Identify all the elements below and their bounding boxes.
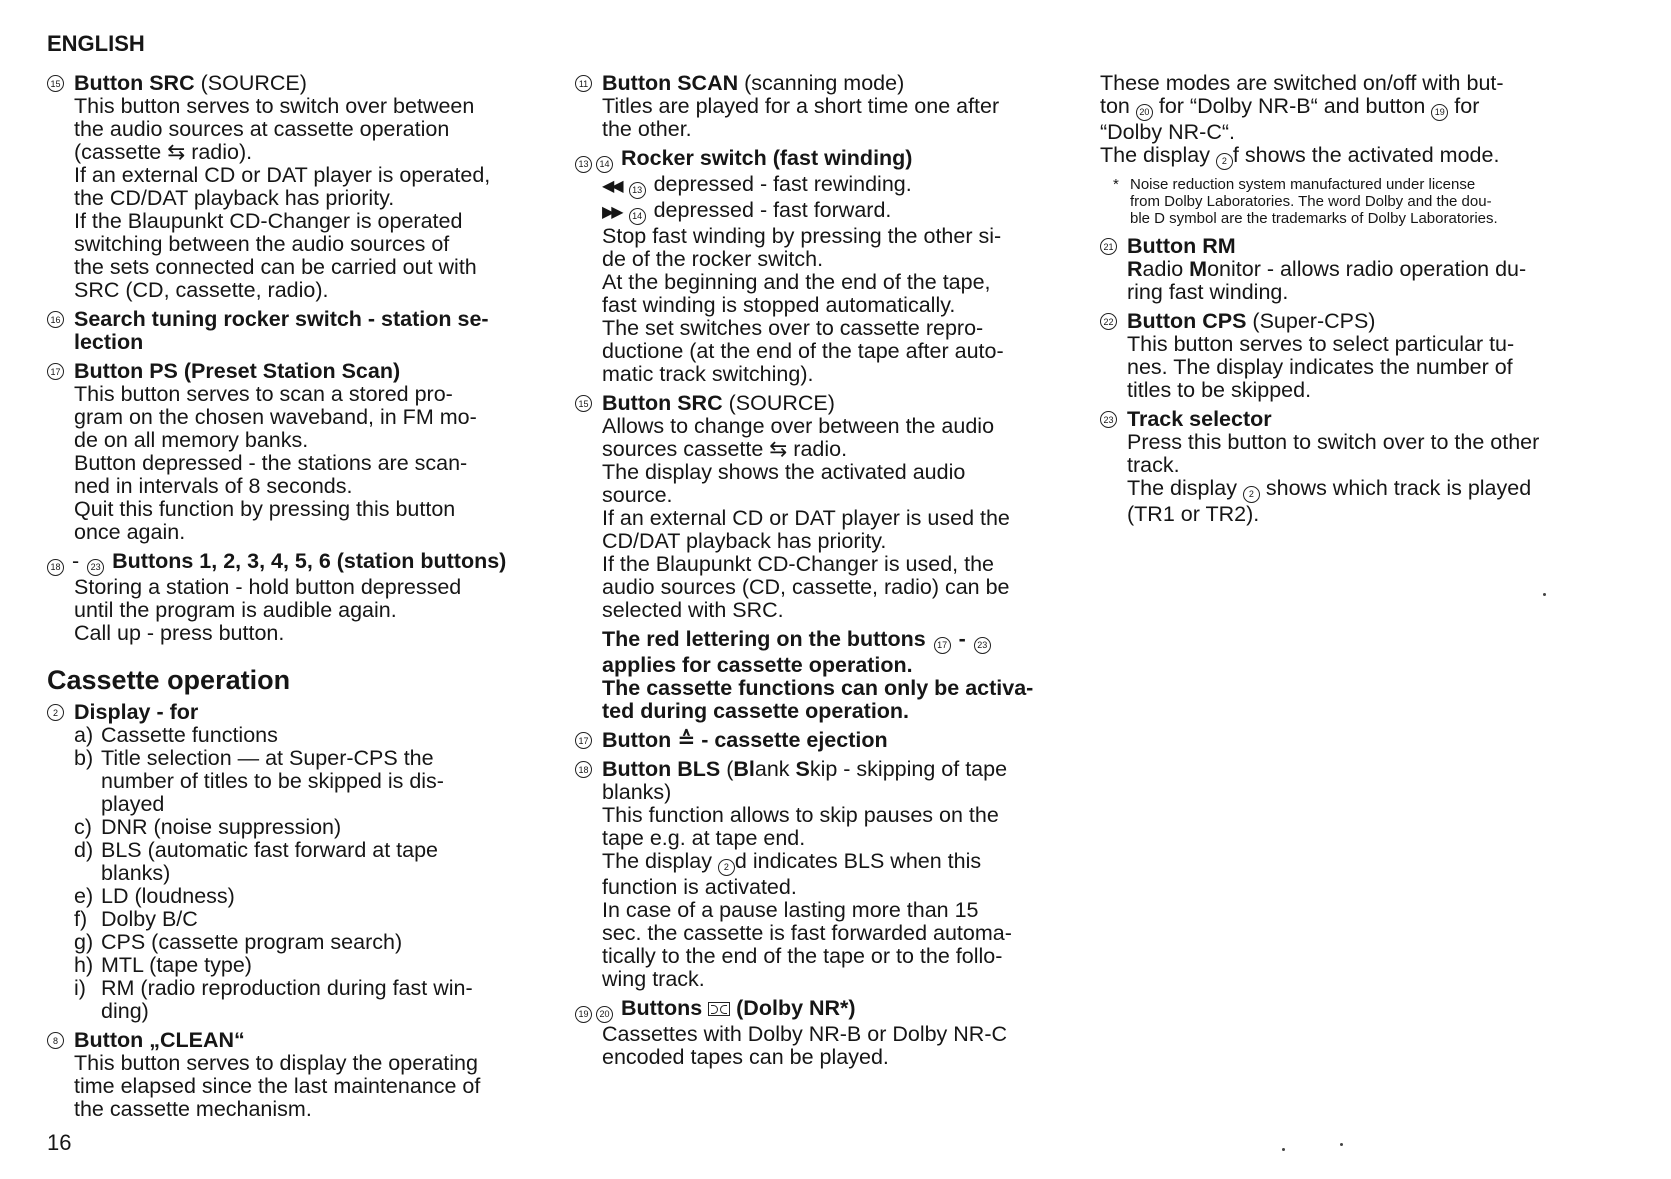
text-line: Cassettes with Dolby NR-B or Dolby NR-C: [602, 1022, 1008, 1046]
fast-forward-icon: ▶▶: [602, 204, 621, 221]
text-line: (cassette ⇆ radio).: [74, 140, 253, 164]
list-text: played: [101, 792, 165, 816]
list-item: [47, 977, 537, 1023]
item-title: Display - for: [74, 700, 199, 724]
text-line: ton 20 for “Dolby NR-B“ and button 19 for: [1100, 95, 1600, 121]
item-button-src: [47, 72, 537, 302]
text-line: from Dolby Laboratories. The word Dolby and the dou-: [1130, 193, 1492, 210]
item-body: [575, 173, 1070, 386]
callout-number: 14: [629, 208, 646, 225]
list-item: [47, 908, 537, 931]
callout-number: 13: [629, 182, 646, 199]
text-line: At the beginning and the end of the tape,: [602, 270, 991, 294]
list-text: ding): [101, 999, 149, 1023]
text-line: source.: [602, 483, 673, 507]
text-line: Stop fast winding by pressing the other si-: [602, 224, 1002, 248]
list-item: [47, 839, 537, 885]
red-lettering-note: [575, 628, 1070, 723]
item-body: [47, 1052, 537, 1121]
footnote-asterisk: *: [1113, 176, 1119, 193]
text-line: the audio sources at cassette operation: [74, 117, 450, 141]
item-body: [47, 383, 537, 544]
forward-line: [602, 199, 1070, 225]
text-line: audio sources (CD, cassette, radio) can be: [602, 575, 1010, 599]
list-text: RM (radio reproduction during fast win-: [101, 976, 473, 1000]
item-display: [47, 701, 537, 1023]
list-letter: h): [74, 953, 94, 977]
callout-number: 8: [47, 1032, 64, 1049]
item-eject-button: [575, 729, 1070, 752]
list-text: DNR (noise suppression): [101, 815, 342, 839]
scan-speck: [1282, 1148, 1285, 1151]
text-line: This function allows to skip pauses on the: [602, 803, 999, 827]
item-title-cont: lection: [74, 330, 144, 354]
text-line: This button serves to display the operating: [74, 1051, 478, 1075]
rewind-line: [602, 173, 1070, 199]
callout-number: 21: [1100, 238, 1117, 255]
item-title-rest: (SOURCE): [722, 391, 835, 415]
callout-number: 2: [718, 859, 735, 876]
callout-number: 23: [974, 637, 991, 654]
text-line: Noise reduction system manufactured under license: [1130, 176, 1476, 193]
text-line: SRC (CD, cassette, radio).: [74, 278, 329, 302]
text-line: The display shows the activated audio: [602, 460, 966, 484]
list-item: [47, 724, 537, 747]
item-title: Buttons 1, 2, 3, 4, 5, 6 (station buttons): [112, 549, 507, 573]
callout-number: 20: [1136, 104, 1153, 121]
item-body: [575, 781, 1070, 991]
item-station-buttons: [47, 550, 537, 645]
item-title: Button „CLEAN“: [74, 1028, 245, 1052]
list-letter: c): [74, 815, 92, 839]
display-list: [47, 724, 537, 1023]
text-line: de on all memory banks.: [74, 428, 309, 452]
callout-number: 17: [575, 732, 592, 749]
text-line: function is activated.: [602, 875, 797, 899]
callout-number: 19: [1431, 104, 1448, 121]
text-line: time elapsed since the last maintenance of: [74, 1074, 481, 1098]
item-body: [1100, 431, 1600, 526]
text-line: Storing a station - hold button depressed: [74, 575, 462, 599]
text-line: This button serves to switch over between: [74, 94, 475, 118]
text-line: Call up - press button.: [74, 621, 285, 645]
note-text: The red lettering on the buttons: [602, 627, 932, 651]
list-letter: a): [74, 723, 94, 747]
text-line: the CD/DAT playback has priority.: [74, 186, 395, 210]
text-line: “Dolby NR-C“.: [1100, 120, 1235, 144]
callout-number: 16: [47, 311, 64, 328]
text-line: This button serves to select particular tu-: [1127, 332, 1515, 356]
item-title-rest: (SOURCE): [194, 71, 307, 95]
item-title: Button RM: [1127, 234, 1236, 258]
callout-number: 20: [596, 1006, 613, 1023]
text-line: depressed - fast rewinding.: [647, 172, 912, 196]
text-line: ned in intervals of 8 seconds.: [74, 474, 353, 498]
item-title-rest: (scanning mode): [738, 71, 905, 95]
callout-number: 14: [596, 156, 613, 173]
callout-number: 13: [575, 156, 592, 173]
item-title: Button SCAN: [602, 71, 739, 95]
note-text: ted during cassette operation.: [602, 699, 910, 723]
dolby-double-d-icon: [708, 1002, 730, 1016]
scan-speck: [1340, 1143, 1343, 1146]
list-letter: d): [74, 838, 94, 862]
column-1: [47, 72, 537, 1127]
text-line: In case of a pause lasting more than 15: [602, 898, 979, 922]
text-line: until the program is audible again.: [74, 598, 397, 622]
item-title: Search tuning rocker switch - station se-: [74, 307, 489, 331]
item-body: [47, 576, 537, 645]
callout-number: 11: [575, 75, 592, 92]
text-line: (TR1 or TR2).: [1127, 502, 1260, 526]
item-button-ps: [47, 360, 537, 544]
list-text: CPS (cassette program search): [101, 930, 403, 954]
item-search-tuning: [47, 308, 537, 354]
callout-number: 17: [934, 637, 951, 654]
text-line: blanks): [602, 780, 672, 804]
text-line: encoded tapes can be played.: [602, 1045, 889, 1069]
item-button-cps: [1100, 310, 1600, 402]
list-letter: g): [74, 930, 94, 954]
callout-number: 15: [575, 395, 592, 412]
text-line: Button depressed - the stations are scan-: [74, 451, 468, 475]
list-letter: e): [74, 884, 94, 908]
text-line: once again.: [74, 520, 186, 544]
list-text: Cassette functions: [101, 723, 278, 747]
dolby-footnote: [1100, 176, 1600, 227]
list-text: blanks): [101, 861, 171, 885]
eject-icon: ≙: [677, 728, 696, 752]
callout-number: 2: [47, 704, 64, 721]
text-line: The display 2 f shows the activated mode.: [1100, 144, 1600, 170]
list-item: [47, 931, 537, 954]
list-letter: i): [74, 976, 86, 1000]
item-body: [1100, 333, 1600, 402]
text-line: tically to the end of the tape or to the follo-: [602, 944, 1003, 968]
text-line: depressed - fast forward.: [647, 198, 892, 222]
item-title: Button SRC: [74, 71, 195, 95]
item-title: Track selector: [1127, 407, 1272, 431]
item-title: Button SRC: [602, 391, 723, 415]
item-body: [575, 415, 1070, 622]
text-line: wing track.: [602, 967, 705, 991]
text-line: The set switches over to cassette repro-: [602, 316, 984, 340]
item-track-selector: [1100, 408, 1600, 526]
text-line: Titles are played for a short time one after: [602, 94, 1000, 118]
text-line: nes. The display indicates the number of: [1127, 355, 1513, 379]
text-line: switching between the audio sources of: [74, 232, 450, 256]
text-line: the cassette mechanism.: [74, 1097, 312, 1121]
text-line: ductione (at the end of the tape after auto-: [602, 339, 1004, 363]
callout-number: 18: [47, 559, 64, 576]
text-line: Quit this function by pressing this button: [74, 497, 456, 521]
text-line: sources cassette ⇆ radio.: [602, 437, 848, 461]
rewind-icon: ◀◀: [602, 178, 621, 195]
note-text: The cassette functions can only be activa-: [602, 676, 1034, 700]
section-title: Cassette operation: [47, 665, 291, 695]
item-button-clean: [47, 1029, 537, 1121]
callout-number: 23: [87, 559, 104, 576]
text-line: sec. the cassette is fast forwarded automa-: [602, 921, 1012, 945]
text-line: Press this button to switch over to the other: [1127, 430, 1540, 454]
item-title: Button ≙ - cassette ejection: [602, 728, 888, 752]
text-line: fast winding is stopped automatically.: [602, 293, 956, 317]
callout-number: 17: [47, 363, 64, 380]
item-title: Rocker switch (fast winding): [620, 146, 913, 170]
text-line: ble D symbol are the trademarks of Dolby Laboratories.: [1130, 210, 1498, 227]
text-line: titles to be skipped.: [1127, 378, 1312, 402]
item-title: Buttons (Dolby NR*): [620, 996, 856, 1020]
callout-number: 15: [47, 75, 64, 92]
text-line: This button serves to scan a stored pro-: [74, 382, 453, 406]
list-text: Title selection — at Super-CPS the: [101, 746, 434, 770]
item-title: Button BLS: [602, 757, 721, 781]
text-line: ring fast winding.: [1127, 280, 1289, 304]
dolby-modes-intro: [1100, 72, 1600, 170]
list-item: [47, 747, 537, 816]
callout-number: 22: [1100, 313, 1117, 330]
item-body: Radio Monitor - allows radio operation du- ring fast winding.: [1100, 258, 1600, 304]
callout-number: 18: [575, 761, 592, 778]
callout-number: 2: [1243, 486, 1260, 503]
list-text: LD (loudness): [101, 884, 235, 908]
column-2: [575, 72, 1070, 1075]
text-line: track.: [1127, 453, 1180, 477]
text-line: the other.: [602, 117, 692, 141]
language-heading: ENGLISH: [47, 31, 145, 56]
item-button-src-2: [575, 392, 1070, 622]
item-rocker-switch: [575, 147, 1070, 386]
text-line: These modes are switched on/off with but-: [1100, 71, 1504, 95]
item-title-rest: (Super-CPS): [1246, 309, 1376, 333]
item-button-rm: [1100, 235, 1600, 304]
item-button-bls: 18 Button BLS (Blank Skip - skipping of tape blanks) This function allows to skip pauses on the tape e.g. at tape end. The display 2 d indicates BLS when this function is activated. In case of a pause lasting more than 15 sec. the cassette is fast forwarded automa- tically to the end of the tape or to the follo- wing track.: [575, 758, 1070, 991]
text-line: tape e.g. at tape end.: [602, 826, 806, 850]
text-line: gram on the chosen waveband, in FM mo-: [74, 405, 477, 429]
scan-speck: [1543, 593, 1546, 596]
item-body: [575, 1023, 1070, 1069]
list-text: number of titles to be skipped is dis-: [101, 769, 444, 793]
callout-number: 2: [1216, 153, 1233, 170]
callout-number: 23: [1100, 411, 1117, 428]
range-dash: -: [71, 549, 80, 573]
callout-number: 19: [575, 1006, 592, 1023]
list-letter: f): [74, 907, 88, 931]
range-dash: -: [952, 627, 972, 651]
note-text: applies for cassette operation.: [602, 653, 913, 677]
item-button-scan: [575, 72, 1070, 141]
list-item: [47, 954, 537, 977]
text-line: matic track switching).: [602, 362, 814, 386]
item-dolby-buttons: [575, 997, 1070, 1069]
text-line: The display 2 d indicates BLS when this: [602, 850, 1070, 876]
list-item: [47, 885, 537, 908]
text-line: The display 2 shows which track is played: [1127, 477, 1600, 503]
list-text: MTL (tape type): [101, 953, 252, 977]
item-body: [575, 95, 1070, 141]
text-line: If the Blaupunkt CD-Changer is operated: [74, 209, 463, 233]
text-line: selected with SRC.: [602, 598, 784, 622]
text-line: de of the rocker switch.: [602, 247, 824, 271]
list-item: [47, 816, 537, 839]
list-letter: b): [74, 746, 94, 770]
text-line: If the Blaupunkt CD-Changer is used, the: [602, 552, 994, 576]
item-title: Button CPS: [1127, 309, 1247, 333]
page-number: 16: [47, 1130, 72, 1155]
text-line: Allows to change over between the audio: [602, 414, 995, 438]
column-3: [1100, 72, 1600, 532]
text-line: the sets connected can be carried out with: [74, 255, 477, 279]
list-text: BLS (automatic fast forward at tape: [101, 838, 438, 862]
text-line: If an external CD or DAT player is operated,: [74, 163, 491, 187]
item-body: [47, 95, 537, 302]
item-title: Button PS (Preset Station Scan): [74, 359, 401, 383]
text-line: If an external CD or DAT player is used the: [602, 506, 1010, 530]
text-line: CD/DAT playback has priority.: [602, 529, 887, 553]
list-text: Dolby B/C: [101, 907, 198, 931]
